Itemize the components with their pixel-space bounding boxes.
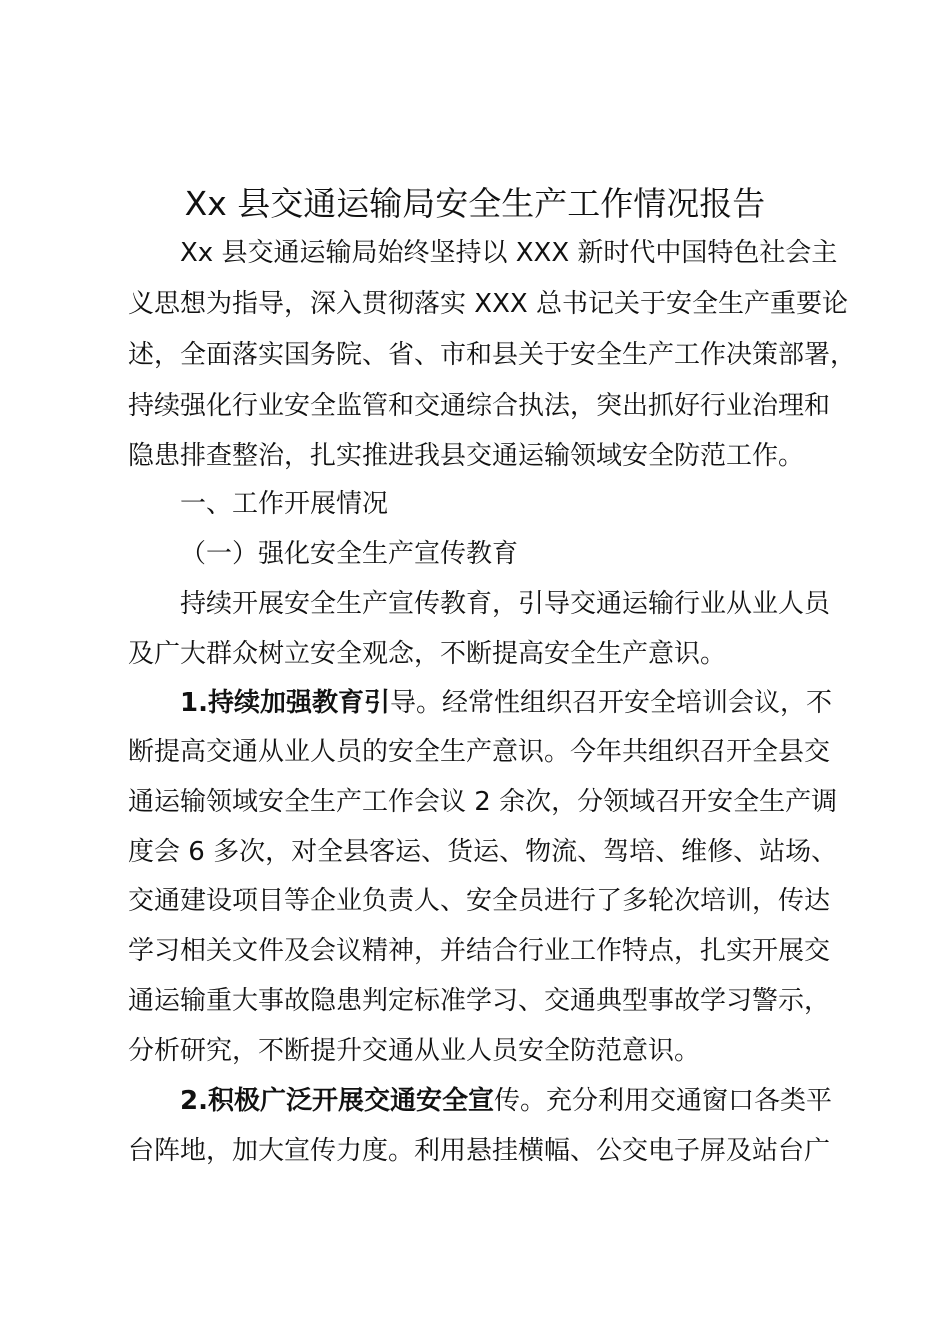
item1-line: 交通建设项目等企业负责人、安全员进行了多轮次培训，传达 bbox=[128, 886, 831, 916]
sub-intro-line: 持续开展安全生产宣传教育，引导交通运输行业从业人员 bbox=[180, 589, 831, 619]
item1-lead: 1.持续加强教育引 bbox=[180, 688, 390, 718]
item1-line: 通运输领域安全生产工作会议 2 余次，分领域召开安全生产调 bbox=[128, 787, 838, 817]
item1-line: 度会 6 多次，对全县客运、货运、物流、驾培、维修、站场、 bbox=[128, 837, 838, 867]
intro-line: 义思想为指导，深入贯彻落实 XXX 总书记关于安全生产重要论 bbox=[128, 289, 848, 319]
item1-first-rest: 导。经常性组织召开安全培训会议，不 bbox=[389, 688, 832, 718]
document-title: Xx 县交通运输局安全生产工作情况报告 bbox=[184, 184, 766, 223]
intro-line: Xx 县交通运输局始终坚持以 XXX 新时代中国特色社会主 bbox=[180, 238, 838, 268]
item1-line: 断提高交通从业人员的安全生产意识。今年共组织召开全县交 bbox=[128, 737, 831, 767]
sub-intro-line: 及广大群众树立安全观念，不断提高安全生产意识。 bbox=[128, 639, 727, 669]
item1-line: 分析研究，不断提升交通从业人员安全防范意识。 bbox=[128, 1036, 701, 1066]
subsection-heading: （一）强化安全生产宣传教育 bbox=[180, 539, 519, 569]
intro-line: 述，全面落实国务院、省、市和县关于安全生产工作决策部署， bbox=[128, 340, 857, 370]
item2-line: 台阵地，加大宣传力度。利用悬挂横幅、公交电子屏及站台广 bbox=[128, 1136, 831, 1166]
intro-line: 持续强化行业安全监管和交通综合执法，突出抓好行业治理和 bbox=[128, 391, 831, 421]
item1-first-line bbox=[180, 683, 832, 723]
intro-line: 隐患排查整治，扎实推进我县交通运输领域安全防范工作。 bbox=[128, 441, 805, 471]
item1-line: 通运输重大事故隐患判定标准学习、交通典型事故学习警示， bbox=[128, 986, 831, 1016]
item1-line: 学习相关文件及会议精神，并结合行业工作特点，扎实开展交 bbox=[128, 936, 831, 966]
item2-first-line bbox=[180, 1081, 832, 1121]
section-heading: 一、工作开展情况 bbox=[180, 489, 389, 519]
item2-first-rest: 传。充分利用交通窗口各类平 bbox=[493, 1086, 832, 1116]
item2-lead: 2.积极广泛开展交通安全宣 bbox=[180, 1086, 494, 1116]
